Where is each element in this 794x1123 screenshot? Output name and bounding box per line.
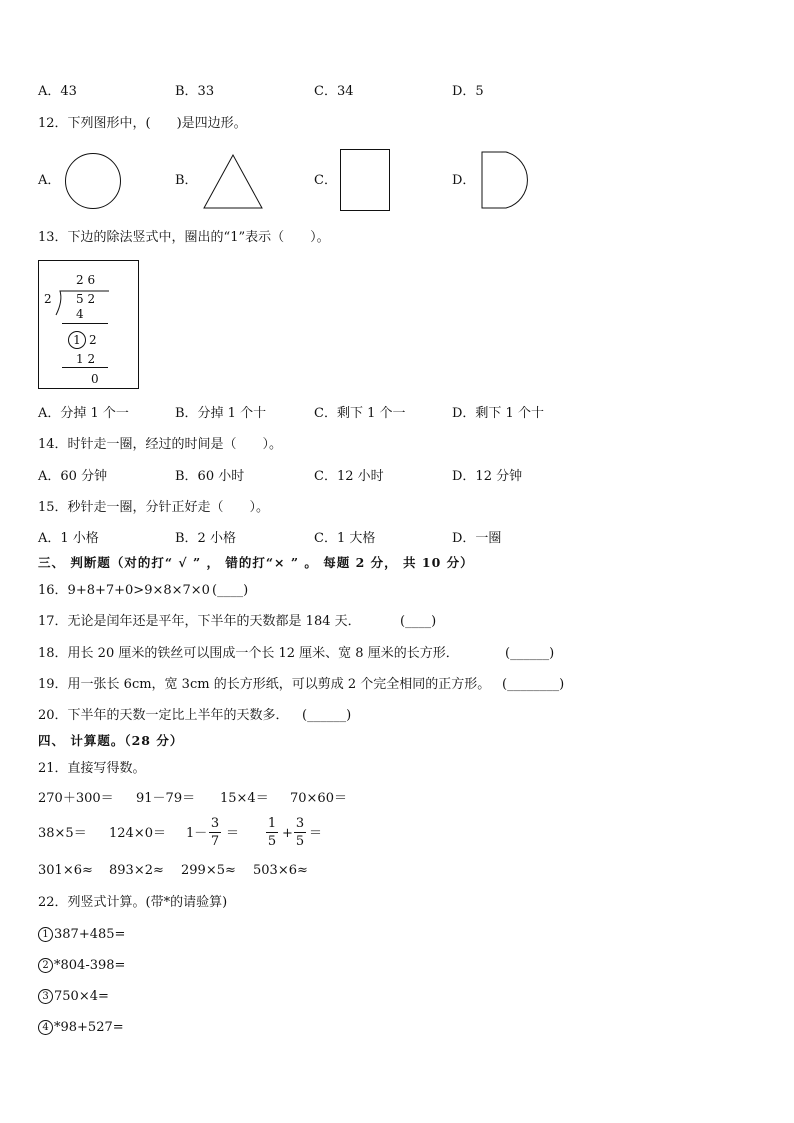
- fraction-3-7: [209, 817, 221, 848]
- q22-item-3: [38, 989, 109, 1004]
- q22-expr-2: *804-398=: [54, 958, 126, 973]
- fraction-numerator: 3: [210, 816, 220, 831]
- q14-stem: 14．时针走一圈，经过的时间是（ ）。: [38, 437, 283, 452]
- q11-option-c: C．34: [314, 84, 354, 99]
- q21-equals-2: ＝: [309, 826, 323, 841]
- division-divisor: 2: [44, 292, 52, 306]
- q15-option-b: B．2 小格: [175, 531, 236, 546]
- q15-stem: 15．秒针走一圈，分针正好走（ ）。: [38, 500, 270, 515]
- long-division-box: [38, 260, 139, 389]
- division-line-2: [62, 367, 108, 368]
- q16-text: 16．9+8+7+0>9×8×7×0: [38, 583, 210, 598]
- q22-expr-1: 387+485=: [54, 927, 126, 942]
- q17-answer-blank[interactable]: (____): [400, 614, 437, 629]
- q18-answer-blank[interactable]: (______): [505, 646, 555, 661]
- q21-one-minus: 1－: [186, 826, 208, 841]
- circled-digit: 1: [68, 331, 86, 349]
- q19-text: 19．用一张长 6cm，宽 3cm 的长方形纸，可以剪成 2 个完全相同的正方形。: [38, 677, 491, 692]
- q21-equals-1: ＝: [226, 826, 240, 841]
- q15-option-c: C．1 大格: [314, 531, 376, 546]
- q21-row2-2: 124×0＝: [109, 826, 166, 841]
- q13-option-d: D．剩下 1 个十: [452, 406, 544, 421]
- q12-stem: 12．下列图形中，( )是四边形。: [38, 116, 247, 131]
- q11-option-d: D．5: [452, 84, 484, 99]
- division-remainder-digit: 2: [89, 333, 97, 347]
- q14-option-c: C．12 小时: [314, 469, 384, 484]
- circled-number-2: 2: [38, 958, 53, 973]
- fraction-1-5: [266, 817, 278, 848]
- division-result: 0: [91, 372, 99, 386]
- q12-option-d: D．: [452, 173, 476, 188]
- section-3-heading: 三、 判断题（对的打“ √ ” ， 错的打“× ” 。 每题 2 分， 共 10 分）: [38, 555, 474, 570]
- circle-shape: [65, 153, 121, 209]
- q21-stem: 21．直接写得数。: [38, 761, 146, 776]
- q21-row1-3: 15×4＝: [220, 791, 269, 806]
- division-dividend: 5 2: [76, 292, 96, 306]
- q22-item-1: [38, 927, 125, 942]
- q12-option-b: B．: [175, 173, 198, 188]
- q22-item-4: [38, 1020, 124, 1035]
- q20-text: 20．下半年的天数一定比上半年的天数多．: [38, 708, 289, 723]
- q14-option-a: A．60 分钟: [38, 469, 108, 484]
- q21-row1-1: 270＋300＝: [38, 791, 114, 806]
- q21-row3-3: 299×5≈: [181, 863, 236, 878]
- division-sub2: 1 2: [76, 352, 96, 366]
- q13-stem: 13．下边的除法竖式中，圈出的“1”表示（ ）。: [38, 230, 330, 245]
- rectangle-shape: [340, 149, 390, 211]
- q20-answer-blank[interactable]: (______): [302, 708, 352, 723]
- q12-option-c: C．: [314, 173, 337, 188]
- q21-row3-2: 893×2≈: [109, 863, 164, 878]
- section-4-heading: 四、 计算题。（28 分）: [38, 733, 184, 748]
- q19-answer-blank[interactable]: (________): [502, 677, 565, 692]
- q21-row3-4: 503×6≈: [253, 863, 308, 878]
- d-shape: [480, 150, 538, 212]
- q21-row1-2: 91－79＝: [136, 791, 196, 806]
- q21-plus: +: [282, 826, 293, 841]
- fraction-numerator: 3: [295, 816, 305, 831]
- fraction-3-5: [294, 817, 306, 848]
- q14-option-d: D．12 分钟: [452, 469, 523, 484]
- division-line-1: [62, 323, 108, 324]
- q21-row2-1: 38×5＝: [38, 826, 87, 841]
- q22-stem: 22．列竖式计算。(带*的请验算): [38, 895, 228, 910]
- q15-option-a: A．1 小格: [38, 531, 99, 546]
- division-quotient: 2 6: [76, 273, 96, 287]
- circled-number-3: 3: [38, 989, 53, 1004]
- q16-answer-blank[interactable]: (____): [212, 583, 249, 598]
- q13-option-c: C．剩下 1 个一: [314, 406, 406, 421]
- circled-number-4: 4: [38, 1020, 53, 1035]
- q22-expr-3: 750×4=: [54, 989, 109, 1004]
- q11-option-b: B．33: [175, 84, 215, 99]
- q22-expr-4: *98+527=: [54, 1020, 124, 1035]
- fraction-numerator: 1: [267, 816, 277, 831]
- q13-option-a: A．分掉 1 个一: [38, 406, 129, 421]
- q22-item-2: [38, 958, 125, 973]
- fraction-denominator: 5: [267, 834, 277, 849]
- q12-option-a: A．: [38, 173, 61, 188]
- q11-option-a: A．43: [38, 84, 77, 99]
- q14-option-b: B．60 小时: [175, 469, 245, 484]
- triangle-shape: [202, 153, 264, 211]
- fraction-denominator: 5: [295, 834, 305, 849]
- q21-row3-1: 301×6≈: [38, 863, 93, 878]
- q13-option-b: B．分掉 1 个十: [175, 406, 267, 421]
- fraction-denominator: 7: [210, 834, 220, 849]
- q17-text: 17．无论是闰年还是平年，下半年的天数都是 184 天．: [38, 614, 361, 629]
- circled-number-1: 1: [38, 927, 53, 942]
- q18-text: 18．用长 20 厘米的铁丝可以围成一个长 12 厘米、宽 8 厘米的长方形．: [38, 646, 459, 661]
- division-sub1: 4: [76, 307, 84, 321]
- q21-row1-4: 70×60＝: [290, 791, 347, 806]
- q15-option-d: D．一圈: [452, 531, 502, 546]
